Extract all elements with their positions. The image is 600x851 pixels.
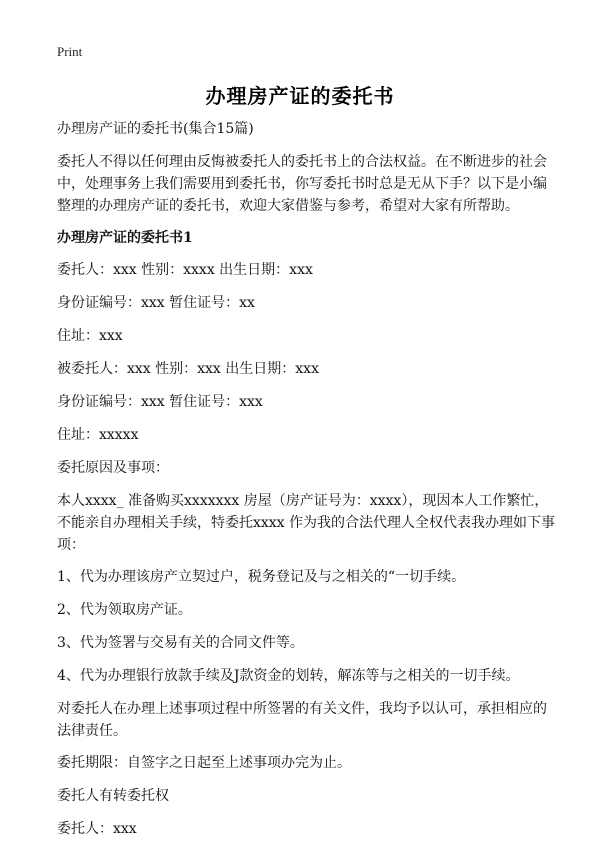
paragraph: 身份证编号：xxx 暂住证号：xx [57, 295, 255, 311]
paragraph: 委托人：xxx [57, 821, 137, 837]
paragraph: 委托人有转委托权 [57, 788, 169, 804]
paragraph: 身份证编号：xxx 暂住证号：xxx [57, 394, 263, 410]
paragraph: 3、代为签署与交易有关的合同文件等。 [57, 635, 304, 651]
paragraph: 委托人：xxx 性别：xxxx 出生日期：xxx [57, 262, 313, 278]
paragraph: 委托人不得以任何理由反悔被委托人的委托书上的合法权益。在不断进步的社会中，处理事务上我们需要用到委托书，你写委托书时总是无从下手？以下是小编整理的办理房产证的委托书，欢迎大家借鉴与参考，希望对大家有所帮助。 [57, 154, 547, 214]
paragraph: 对委托人在办理上述事项过程中所签署的有关文件，我均予以认可，承担相应的法律责任。 [57, 701, 547, 739]
section-heading: 办理房产证的委托书1 [57, 230, 193, 246]
paragraph: 办理房产证的委托书(集合15篇) [57, 121, 254, 137]
paragraph: 住址：xxxxx [57, 427, 139, 443]
paragraph: 2、代为领取房产证。 [57, 602, 192, 618]
paragraph: 本人xxxx_ 准备购买xxxxxxx 房屋（房产证号为：xxxx），现因本人工作繁忙，不能亲自办理相关手续，特委托xxxx 作为我的合法代理人全权代表我办理如下事项： [57, 493, 556, 553]
paragraph: 委托期限：自签字之日起至上述事项办完为止。 [57, 755, 351, 771]
paragraph: 1、代为办理该房产立契过户，税务登记及与之相关的“一切手续。 [57, 569, 466, 585]
paragraph: 委托原因及事项： [57, 460, 169, 476]
document-body [57, 118, 557, 851]
paragraph: 4、代为办理银行放款手续及J款资金的划转，解冻等与之相关的一切手续。 [57, 668, 520, 684]
print-link[interactable]: Print [57, 44, 83, 59]
paragraph: 住址：xxx [57, 328, 123, 344]
paragraph: 被委托人：xxx 性别：xxx 出生日期：xxx [57, 361, 319, 377]
document-title: 办理房产证的委托书 [205, 84, 395, 108]
